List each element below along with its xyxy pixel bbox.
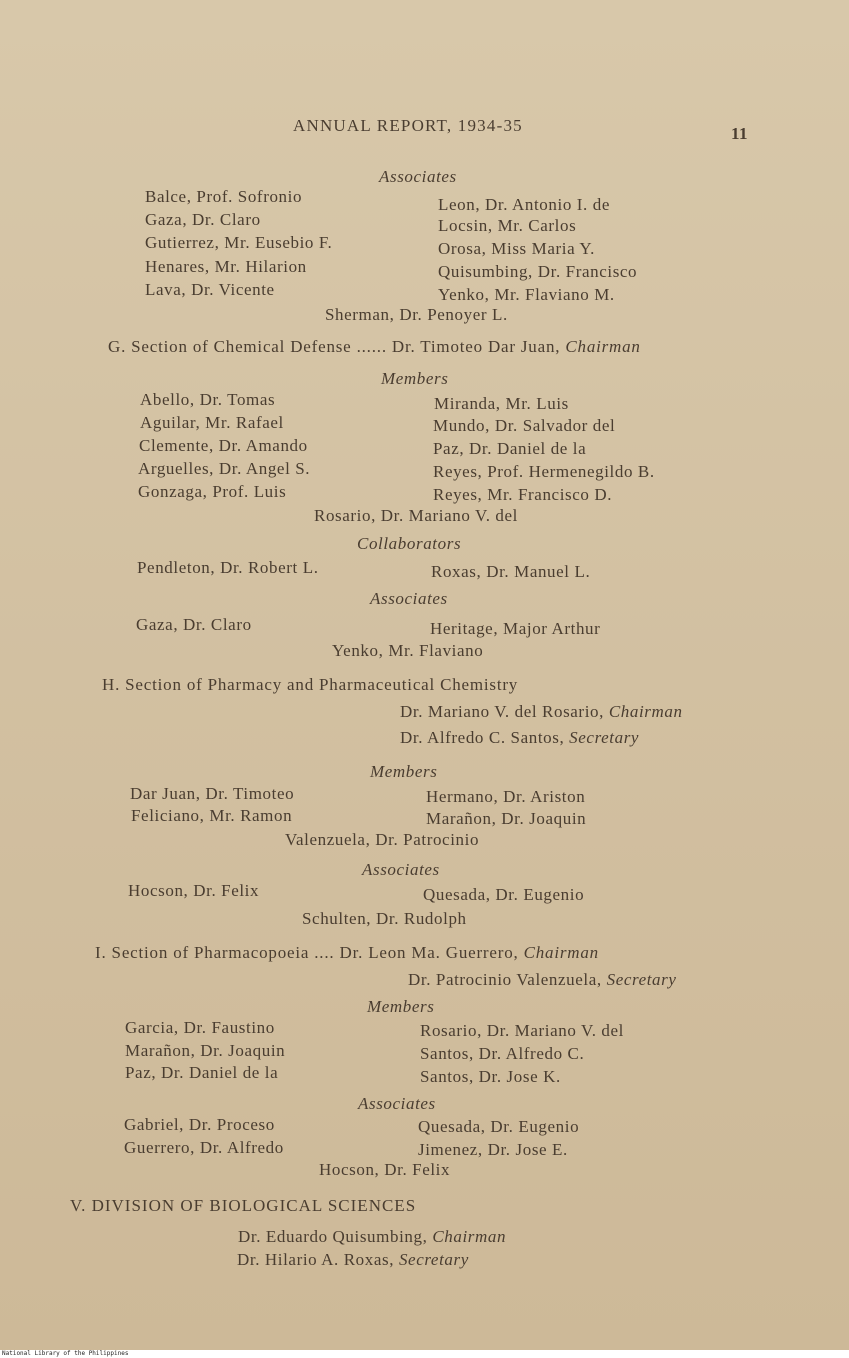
- running-header: ANNUAL REPORT, 1934-35: [293, 116, 523, 135]
- name-entry: Arguelles, Dr. Angel S.: [138, 459, 311, 478]
- name-entry: Gabriel, Dr. Proceso: [124, 1115, 275, 1134]
- section-h-title: H. Section of Pharmacy and Pharmaceutical Chemistry: [102, 675, 519, 694]
- name-entry: Guerrero, Dr. Alfredo: [124, 1138, 284, 1157]
- name-entry: Abello, Dr. Tomas: [140, 390, 276, 409]
- members-heading: Members: [370, 762, 438, 781]
- associates-heading: Associates: [370, 589, 448, 608]
- name-entry: Rosario, Dr. Mariano V. del: [420, 1021, 624, 1040]
- name-entry: Orosa, Miss Maria Y.: [438, 239, 595, 258]
- name-entry: Yenko, Mr. Flaviano: [332, 641, 484, 660]
- name-entry: Heritage, Major Arthur: [430, 619, 601, 638]
- name-entry: Gutierrez, Mr. Eusebio F.: [145, 233, 333, 252]
- chairman-line: Dr. Mariano V. del Rosario, Chairman: [400, 702, 683, 721]
- name-entry: Mundo, Dr. Salvador del: [433, 416, 616, 435]
- division-v-title: V. DIVISION OF BIOLOGICAL SCIENCES: [70, 1196, 417, 1215]
- name-entry: Rosario, Dr. Mariano V. del: [314, 506, 518, 525]
- name-entry: Santos, Dr. Jose K.: [420, 1067, 561, 1086]
- name-entry: Hocson, Dr. Felix: [128, 881, 260, 900]
- name-entry: Pendleton, Dr. Robert L.: [137, 558, 319, 577]
- name-entry: Balce, Prof. Sofronio: [145, 187, 303, 206]
- name-entry: Paz, Dr. Daniel de la: [433, 439, 587, 458]
- page-number: 11: [731, 124, 749, 143]
- name-entry: Dar Juan, Dr. Timoteo: [130, 784, 295, 803]
- name-entry: Jimenez, Dr. Jose E.: [418, 1140, 568, 1159]
- name-entry: Quisumbing, Dr. Francisco: [438, 262, 638, 281]
- name-entry: Aguilar, Mr. Rafael: [140, 413, 284, 432]
- section-i-title: I. Section of Pharmacopoeia .... Dr. Leon Ma. Guerrero, Chairman: [95, 943, 599, 962]
- name-entry: Gaza, Dr. Claro: [145, 210, 261, 229]
- name-entry: Hermano, Dr. Ariston: [426, 787, 586, 806]
- name-entry: Reyes, Prof. Hermenegildo B.: [433, 462, 655, 481]
- name-entry: Clemente, Dr. Amando: [139, 436, 308, 455]
- name-entry: Henares, Mr. Hilarion: [145, 257, 307, 276]
- name-entry: Marañon, Dr. Joaquin: [426, 809, 587, 828]
- name-entry: Paz, Dr. Daniel de la: [125, 1063, 279, 1082]
- name-entry: Lava, Dr. Vicente: [145, 280, 275, 299]
- members-heading: Members: [367, 997, 435, 1016]
- secretary-line: Dr. Patrocinio Valenzuela, Secretary: [408, 970, 677, 989]
- footer-credit: National Library of the Philippines: [2, 1350, 129, 1357]
- name-entry: Quesada, Dr. Eugenio: [423, 885, 585, 904]
- secretary-line: Dr. Hilario A. Roxas, Secretary: [237, 1250, 469, 1269]
- name-entry: Leon, Dr. Antonio I. de: [438, 195, 610, 214]
- footer-bar: [0, 1350, 849, 1358]
- name-entry: Locsin, Mr. Carlos: [438, 216, 577, 235]
- name-entry: Miranda, Mr. Luis: [434, 394, 569, 413]
- name-entry: Santos, Dr. Alfredo C.: [420, 1044, 585, 1063]
- associates-heading: Associates: [358, 1094, 436, 1113]
- associates-heading: Associates: [379, 167, 457, 186]
- members-heading: Members: [381, 369, 449, 388]
- section-g-title: G. Section of Chemical Defense ...... Dr. Timoteo Dar Juan, Chairman: [108, 337, 641, 356]
- associates-heading: Associates: [362, 860, 440, 879]
- name-entry: Hocson, Dr. Felix: [319, 1160, 451, 1179]
- name-entry: Gonzaga, Prof. Luis: [138, 482, 287, 501]
- name-entry: Quesada, Dr. Eugenio: [418, 1117, 580, 1136]
- chairman-line: Dr. Eduardo Quisumbing, Chairman: [238, 1227, 507, 1246]
- name-entry: Reyes, Mr. Francisco D.: [433, 485, 613, 504]
- name-entry: Feliciano, Mr. Ramon: [131, 806, 293, 825]
- name-entry: Schulten, Dr. Rudolph: [302, 909, 467, 928]
- name-entry: Sherman, Dr. Penoyer L.: [325, 305, 508, 324]
- name-entry: Roxas, Dr. Manuel L.: [431, 562, 591, 581]
- collaborators-heading: Collaborators: [357, 534, 462, 553]
- name-entry: Garcia, Dr. Faustino: [125, 1018, 275, 1037]
- name-entry: Gaza, Dr. Claro: [136, 615, 252, 634]
- name-entry: Valenzuela, Dr. Patrocinio: [285, 830, 480, 849]
- name-entry: Marañon, Dr. Joaquin: [125, 1041, 286, 1060]
- secretary-line: Dr. Alfredo C. Santos, Secretary: [400, 728, 640, 747]
- name-entry: Yenko, Mr. Flaviano M.: [438, 285, 615, 304]
